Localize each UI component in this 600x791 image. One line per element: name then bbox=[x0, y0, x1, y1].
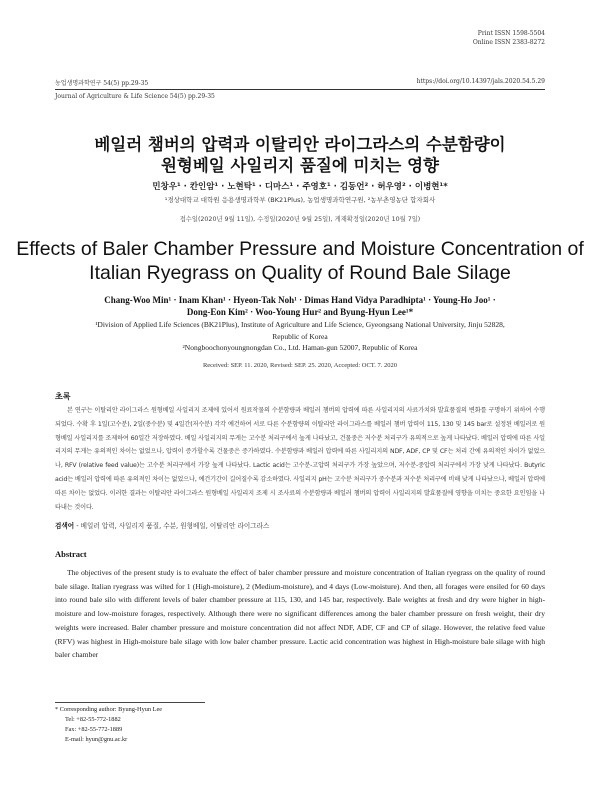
english-affiliation-line2: Republic of Korea bbox=[272, 332, 328, 341]
korean-affiliation: ¹경상대학교 대학원 응용생명과학부 (BK21Plus), 농업생명과학연구원, ²농부촌영농단 합자회사 bbox=[164, 196, 436, 204]
journal-korean: 농업생명과학연구 54(5) pp.29-35 bbox=[55, 80, 149, 87]
korean-title-line2: 원형베일 사일리지 품질에 미치는 영향 bbox=[160, 156, 439, 175]
english-abstract-body: The objectives of the present study is to evaluate the effect of baler chamber pressure and moisture concentration of Italian ryegrass on the quality of round bale silage. Italian ryegrass was wilted for 1 (High-moisture), 2 (Medium-moisture), and 4 days (Low-moisture). And then, all forages were ensiled for 60 days into round bale silo with different levels of baler chamber pressure at 115, 130, and 145 bar, respectively. Bale weights at fresh and dry were higher in high-moisture and low-moisture forages, respectively. Although there were no significant differences among the baler chamber pressure on fresh weight, their dry weights were increased. Baler chamber pressure and moisture concentration did not affect NDF, ADF, CF and CP of silage. However, the relative feed value (RFV) was highest in High-moisture bale silage with low baler chamber pressure. Lactic acid concentration was highest in High-moisture bale silage with high baler chamber bbox=[55, 568, 545, 660]
english-title-line1: Effects of Baler Chamber Pressure and Moisture Concentration of bbox=[16, 238, 584, 260]
footnote-tel: Tel: +82-55-772-1882 bbox=[65, 716, 121, 723]
english-title-line2: Italian Ryegrass on Quality of Round Bale Silage bbox=[89, 262, 511, 284]
footnote-email[interactable]: E-mail: hyun@gnu.ac.kr bbox=[65, 736, 128, 743]
footnote-fax: Fax: +82-55-772-1889 bbox=[65, 726, 123, 733]
keywords-label: 검색어 bbox=[55, 522, 75, 530]
korean-authors: 민창우¹ · 칸인암¹ · 노현탁¹ · 디마스¹ · 주영호¹ · 김동언² · 허우영² · 이병현¹* bbox=[152, 182, 448, 192]
english-affiliation-line3: ²Nongboochonyoungnongdan Co., Ltd. Haman-gun 52007, Republic of Korea bbox=[182, 343, 418, 352]
footnote-author: * Corresponding author: Byung-Hyun Lee bbox=[55, 706, 163, 713]
print-issn: Print ISSN 1598-5504 bbox=[477, 30, 545, 37]
keywords-text: - 베일러 압력, 사일리지 품질, 수분, 원형베일, 이탈리안 라이그라스 bbox=[74, 522, 270, 530]
english-authors-line1: Chang-Woo Min¹ · Inam Khan¹ · Hyeon-Tak Noh¹ · Dimas Hand Vidya Paradhipta¹ · Young-Ho Joo¹ · bbox=[104, 295, 496, 305]
keywords bbox=[55, 520, 269, 530]
korean-title-line1: 베일러 챔버의 압력과 이탈리안 라이그라스의 수분함량이 bbox=[94, 135, 506, 154]
english-abstract-heading: Abstract bbox=[55, 549, 87, 559]
korean-dates: 접수일(2020년 9월 11일), 수정일(2020년 9월 25일), 게재확정일(2020년 10월 7일) bbox=[179, 216, 421, 223]
footnote-rule bbox=[55, 702, 205, 703]
header-rule bbox=[55, 89, 545, 90]
english-dates: Received: SEP. 11. 2020, Revised: SEP. 25. 2020, Accepted: OCT. 7. 2020 bbox=[202, 362, 398, 369]
online-issn: Online ISSN 2383-8272 bbox=[472, 39, 545, 46]
korean-abstract-body: 본 연구는 이탈리안 라이그라스 원형베일 사일리지 조제에 있어서 원료작물의 수분함량과 베일러 챔버의 압력에 따른 사일리지의 사료가치와 발효품질의 변화를 구명하기 위하여 수행되었다. 수확 후 1일(고수분), 2일(중수분) 및 4일간(저수분) 각각 예건하여 서로 다른 수분함량의 이탈리안 라이그라스를 베일러 챔버 압력이 115, 130 및 145 bar로 설정된 베일러로 원형베일 사일리지를 조제하여 60일간 저장하였다. 베일 사일리지의 무게는 고수분 처리구에서 높게 나타났고, 건물중은 저수분 처리구가 유의적으로 높게 나타났다. 베일러 압력에 따른 사일리지의 무게는 유의적인 차이는 없었으나, 압력이 증가할수록 건물중은 증가하였다. 수분함량과 베일러 압력에 따른 사일리지의 NDF, ADF, CP 및 CF는 처리 간에 유의적인 차이가 없었으나, RFV (relative feed value)는 고수분 처리구에서 가장 높게 나타났다. Lactic acid는 고수분-고압력 처리구가 가장 높았으며, 저수분-중압력 처리구에서 가장 낮게 나타났다. Butyric acid는 베일러 압력에 따른 유의적인 차이는 없었으나, 예건기간이 길어질수록 감소하였다. 사일리지 pH는 고수분 처리구가 중수분과 저수분 처리구에 비해 낮게 나타났으나, 베일러 압력에 따른 차이는 없었다. 이러한 결과는 이탈리안 라이그라스 원형베일 사일리지 조제 시 조사료의 수분함량과 베일러 챔버의 압력이 사일리지의 발효품질에 영향을 미치는 중요한 요인임을 나타내는 것이다. bbox=[55, 407, 545, 511]
english-authors-line2: Dong-Eon Kim² · Woo-Young Hur² and Byung-Hyun Lee¹* bbox=[186, 307, 414, 317]
english-affiliation-line1: ¹Division of Applied Life Sciences (BK21Plus), Institute of Agriculture and Life Science, Gyeongsang National University, Jinju 52828, bbox=[95, 320, 505, 329]
doi-link[interactable]: https://doi.org/10.14397/jals.2020.54.5.29 bbox=[416, 78, 545, 85]
footnote bbox=[55, 705, 162, 745]
korean-abstract-heading: 초록 bbox=[55, 392, 71, 401]
journal-english: Journal of Agriculture & Life Science 54(5) pp.29-35 bbox=[55, 93, 215, 100]
